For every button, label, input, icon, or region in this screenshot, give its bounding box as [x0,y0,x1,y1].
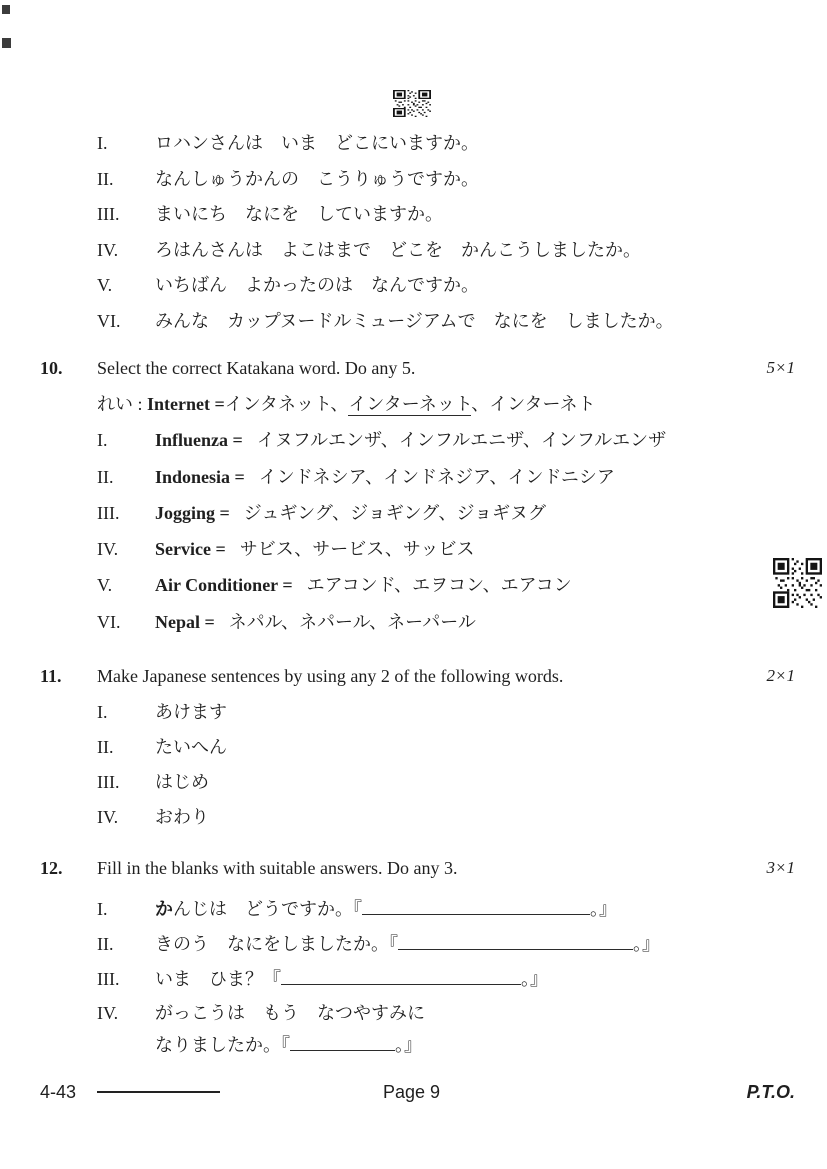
open-bracket: 『 [263,969,281,989]
example-line [97,393,596,415]
question-prompt: Fill in the blanks with suitable answers. Do any 3. [97,858,458,878]
item-numeral: IV. [97,240,119,260]
item-text: みんな カップヌードルミュージアムで なにを しましたか。 [155,311,674,331]
list-item [97,574,572,596]
list-item [97,132,479,154]
item-numeral: III. [97,503,120,523]
question-number: 12. [40,858,63,878]
open-bracket: 『 [389,934,398,954]
item-text: まいにち なにを していますか。 [155,204,443,224]
item-numeral: III. [97,204,120,224]
item-word: Nepal = [155,612,215,632]
item-word: Air Conditioner = [155,575,293,595]
item-text: たいへん [155,737,227,757]
marks-label: 5×1 [766,358,795,377]
item-numeral: I. [97,702,108,722]
close-bracket: 。』 [395,1035,422,1055]
question-prompt: Make Japanese sentences by using any 2 of the following words. [97,666,564,686]
item-numeral: III. [97,969,120,989]
paper-code: 4-43 [40,1082,77,1102]
item-numeral: IV. [97,539,119,559]
item-options: エアコンド、エヲコン、エアコン [306,575,572,595]
fill-blank-item [97,932,660,955]
item-numeral: II. [97,467,114,487]
close-bracket: 。』 [590,899,617,919]
item-text: はじめ [155,772,209,792]
item-word: Influenza = [155,430,243,450]
list-item [97,701,227,723]
item-text: いま ひま？ [155,969,263,989]
list-item [97,203,443,225]
item-numeral: VI. [97,311,121,331]
fill-blank-item [97,897,617,920]
question-prompt: Select the correct Katakana word. Do any 5. [97,358,416,378]
item-text: がっこうは もう なつやすみに [155,1003,425,1023]
item-numeral: I. [97,133,108,153]
item-text: んじは どうですか。 [173,899,353,919]
item-numeral: II. [97,737,114,757]
scan-artifact [2,5,10,14]
item-options: ジュギング、ジョギング、ジョギヌグ [243,503,546,523]
list-item [97,310,674,332]
item-word: Jogging = [155,503,230,523]
list-item [97,771,209,793]
item-text: なりましたか。 [155,1035,281,1055]
list-item [97,429,666,451]
list-item [97,274,479,296]
footer-divider-line [97,1091,220,1093]
list-item [97,502,546,524]
question-10-header [40,357,795,379]
open-bracket: 『 [281,1035,290,1055]
item-numeral: IV. [97,1003,119,1023]
scan-artifact [2,38,11,48]
pto-label: P.T.O. [746,1082,795,1102]
question-12-header [40,857,795,879]
item-text: おわり [155,807,209,827]
question-number: 10. [40,358,63,378]
answer-blank [398,932,633,950]
item-options: ネパル、ネパール、ネーパール [228,612,476,632]
item-word: Indonesia = [155,467,245,487]
fill-blank-item-continued [97,1033,422,1056]
list-item [97,466,615,488]
answer-blank [290,1033,395,1051]
item-text: きのう なにをしましたか。 [155,934,389,954]
list-item [97,736,227,758]
marks-label: 2×1 [766,666,795,685]
item-text: あけます [155,702,227,722]
item-numeral: II. [97,169,114,189]
item-numeral: II. [97,934,114,954]
item-numeral: I. [97,899,108,919]
item-numeral: VI. [97,612,121,632]
question-number: 11. [40,666,62,686]
list-item [97,239,641,261]
list-item [97,538,474,560]
close-bracket: 。』 [521,969,548,989]
example-label: れい : [97,394,148,414]
open-bracket: 『 [353,899,362,919]
fill-blank-item [97,967,548,990]
item-numeral: III. [97,772,120,792]
item-text: なんしゅうかんの こうりゅうですか。 [155,169,479,189]
item-text: いちばん よかったのは なんですか。 [155,275,479,295]
item-text-bold: か [155,899,173,919]
marks-label: 3×1 [766,858,795,877]
item-word: Service = [155,539,226,559]
question-11-header [40,665,795,687]
qr-code-icon [393,90,431,117]
answer-blank [281,967,521,985]
page-number: Page 9 [383,1082,441,1102]
example-option-underlined: インターネット [348,394,472,414]
item-numeral: V. [97,575,113,595]
example-option: 、インターネト [471,394,596,414]
item-text: ロハンさんは いま どこにいますか。 [155,133,479,153]
item-options: サビス、サービス、サッビス [239,539,475,559]
example-option: インタネット、 [224,394,349,414]
item-options: インドネシア、インドネジア、インドニシア [258,467,615,487]
list-item [97,611,476,633]
item-numeral: V. [97,275,113,295]
answer-blank [362,897,590,915]
list-item [97,806,209,828]
fill-blank-item [97,1002,425,1024]
item-numeral: I. [97,430,108,450]
qr-code-icon [773,558,822,608]
item-numeral: IV. [97,807,119,827]
item-options: イヌフルエンザ、インフルエニザ、インフルエンザ [256,430,667,450]
list-item [97,168,479,190]
example-word: Internet = [147,394,225,414]
item-text: ろはんさんは よこはまで どこを かんこうしましたか。 [155,240,641,260]
close-bracket: 。』 [633,934,660,954]
